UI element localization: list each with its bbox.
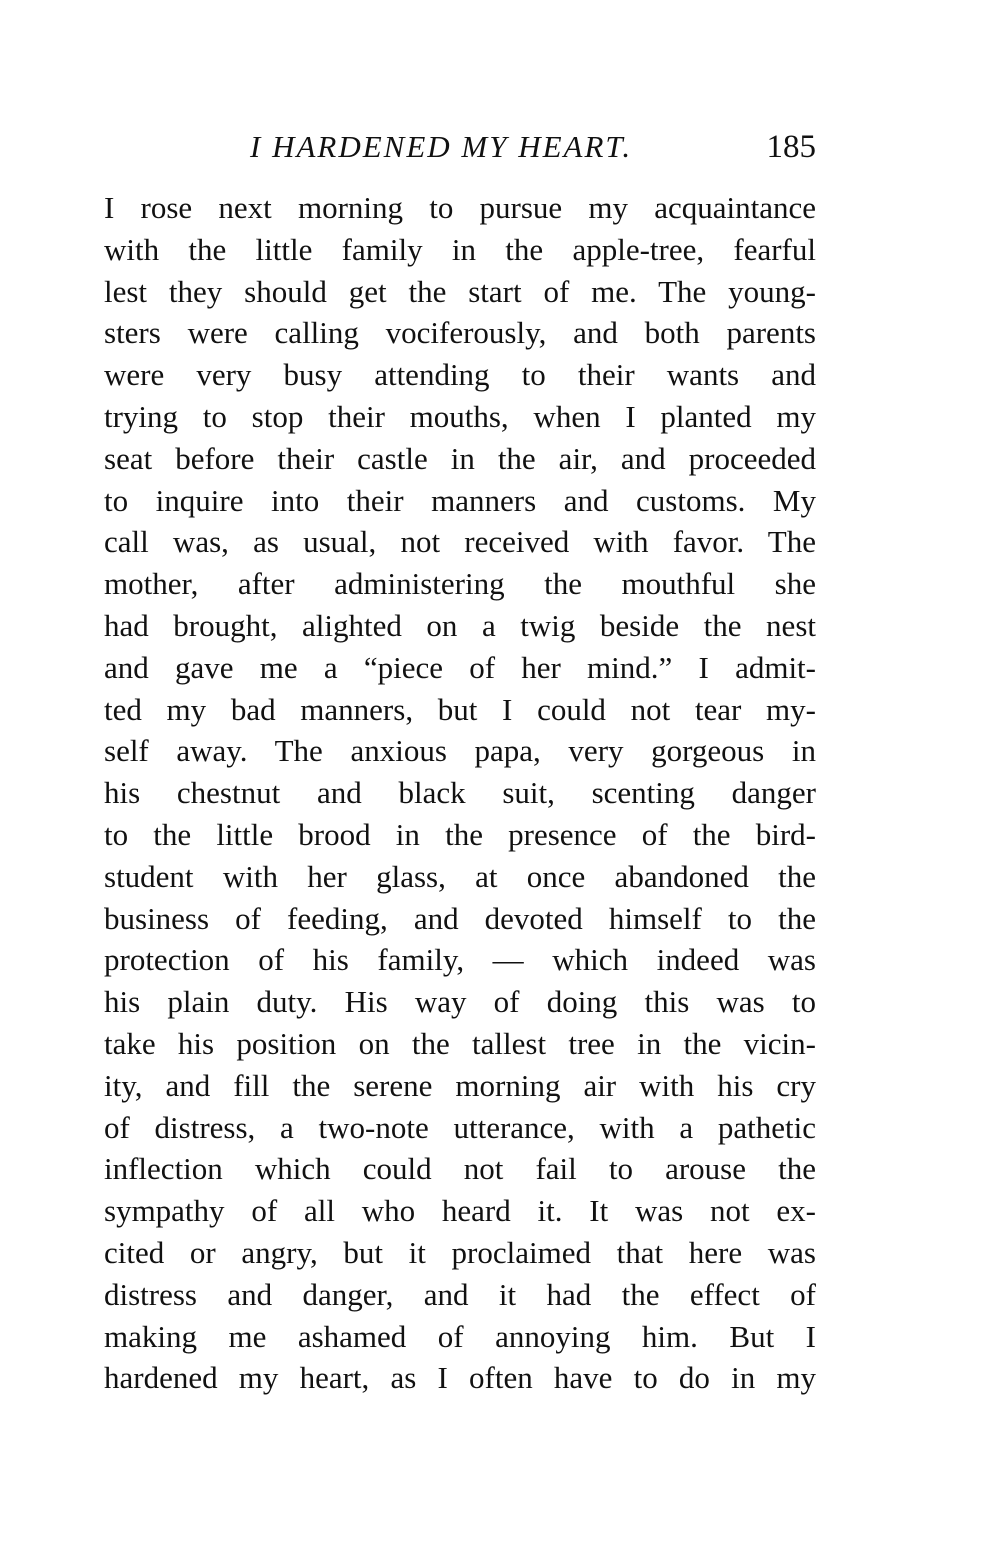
running-header — [104, 122, 816, 172]
running-title: I HARDENED MY HEART. — [250, 129, 633, 164]
text-line: sympathy of all who heard it. It was not ex- — [104, 1193, 816, 1229]
text-line: I rose next morning to pursue my acquaintance — [104, 190, 816, 225]
text-line: to inquire into their manners and customs. My — [104, 482, 816, 518]
text-line: with the little family in the apple-tree, fearful — [104, 231, 816, 267]
page-number: 185 — [766, 129, 816, 165]
text-line: take his position on the tallest tree in the vicin- — [104, 1025, 816, 1061]
text-line: of distress, a two-note utterance, with a pathetic — [104, 1109, 816, 1145]
text-line: inflection which could not fail to arouse the — [104, 1151, 816, 1187]
text-line: had brought, alighted on a twig beside the nest — [104, 607, 816, 643]
text-line: call was, as usual, not received with favor. The — [104, 524, 816, 560]
text-line: lest they should get the start of me. The young- — [104, 273, 816, 309]
text-line: ity, and fill the serene morning air with his cry — [104, 1067, 816, 1103]
text-line: hardened my heart, as I often have to do in my — [104, 1360, 816, 1396]
text-line: to the little brood in the presence of the bird- — [104, 816, 816, 852]
text-line: his plain duty. His way of doing this was to — [104, 984, 816, 1020]
text-line: his chestnut and black suit, scenting danger — [104, 775, 816, 811]
text-line: mother, after administering the mouthful she — [104, 566, 816, 602]
text-line: making me ashamed of annoying him. But I — [104, 1318, 816, 1354]
text-line: protection of his family, — which indeed was — [104, 942, 816, 978]
text-line: cited or angry, but it proclaimed that here was — [104, 1234, 816, 1270]
text-line: trying to stop their mouths, when I planted my — [104, 398, 816, 434]
text-line: business of feeding, and devoted himself to the — [104, 900, 816, 936]
text-line: sters were calling vociferously, and both parents — [104, 315, 816, 351]
text-line: student with her glass, at once abandoned the — [104, 858, 816, 894]
text-line: self away. The anxious papa, very gorgeous in — [104, 733, 816, 769]
text-line: seat before their castle in the air, and proceeded — [104, 440, 816, 476]
text-line: were very busy attending to their wants and — [104, 357, 816, 393]
text-line: distress and danger, and it had the effect of — [104, 1276, 816, 1312]
body-text — [104, 187, 816, 1399]
text-line: ted my bad manners, but I could not tear my- — [104, 691, 816, 727]
text-line: and gave me a “piece of her mind.” I admit- — [104, 649, 816, 685]
